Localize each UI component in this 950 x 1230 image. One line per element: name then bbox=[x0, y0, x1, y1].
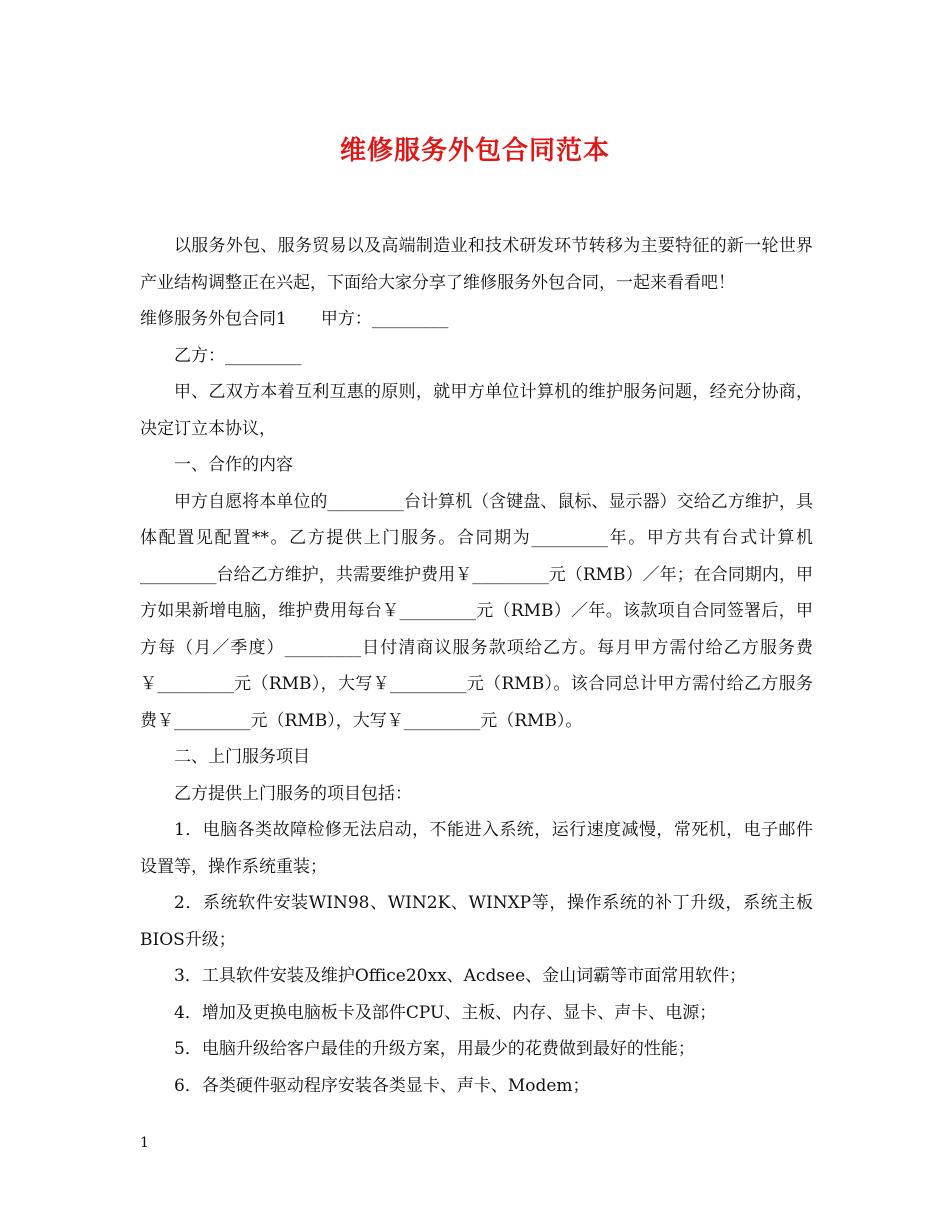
party-b-line: 乙方：_________ bbox=[174, 345, 302, 366]
document-title: 维修服务外包合同范本 bbox=[339, 136, 610, 166]
section-heading-services: 二、上门服务项目 bbox=[174, 747, 310, 767]
contract-heading-party-a: 维修服务外包合同1 甲方：_________ bbox=[140, 309, 449, 329]
services-intro: 乙方提供上门服务的项目包括： bbox=[174, 783, 412, 804]
service-item: 1．电脑各类故障检修无法启动，不能进入系统，运行速度减慢，常死机，电子邮件设置等，操作系统重装； bbox=[140, 820, 813, 877]
service-item: 2．系统软件安装WIN98、WIN2K、WINXP等，操作系统的补丁升级，系统主板BIOS升级； bbox=[140, 893, 813, 950]
service-item: 3．工具软件安装及维护Office20xx、Acdsee、金山词霸等市面常用软件； bbox=[174, 966, 747, 986]
cooperation-paragraph: 甲方自愿将本单位的_________台计算机（含键盘、鼠标、显示器）交给乙方维护，具体配置见配置**。乙方提供上门服务。合同期为_________年。甲方共有台式计算机_________台给乙方维护，共需要维护费用￥_________元（RMB）／年；在合同期内，甲方如果新增电脑，维护费用每台￥_________元（RMB）／年。该款项自合同签署后，甲方每（月／季度）_________日付清商议服务款项给乙方。每月甲方需付给乙方服务费￥_________元（RMB），大写￥_________元（RMB）。该合同总计甲方需付给乙方服务费￥_________元（RMB），大写￥_________元（RMB）。 bbox=[140, 491, 813, 731]
service-item: 6．各类硬件驱动程序安装各类显卡、声卡、Modem； bbox=[174, 1075, 590, 1096]
section-heading-cooperation: 一、合作的内容 bbox=[174, 455, 293, 475]
service-item: 4．增加及更换电脑板卡及部件CPU、主板、内存、显卡、声卡、电源； bbox=[174, 1002, 717, 1023]
page-number: 1 bbox=[140, 1135, 149, 1151]
intro-paragraph: 以服务外包、服务贸易以及高端制造业和技术研发环节转移为主要特征的新一轮世界产业结构调整正在兴起，下面给大家分享了维修服务外包合同，一起来看看吧！ bbox=[140, 236, 813, 293]
preamble-paragraph: 甲、乙双方本着互利互惠的原则，就甲方单位计算机的维护服务问题，经充分协商，决定订立本协议， bbox=[140, 382, 813, 439]
document-body bbox=[140, 228, 813, 1104]
service-item: 5．电脑升级给客户最佳的升级方案，用最少的花费做到最好的性能； bbox=[174, 1039, 695, 1059]
